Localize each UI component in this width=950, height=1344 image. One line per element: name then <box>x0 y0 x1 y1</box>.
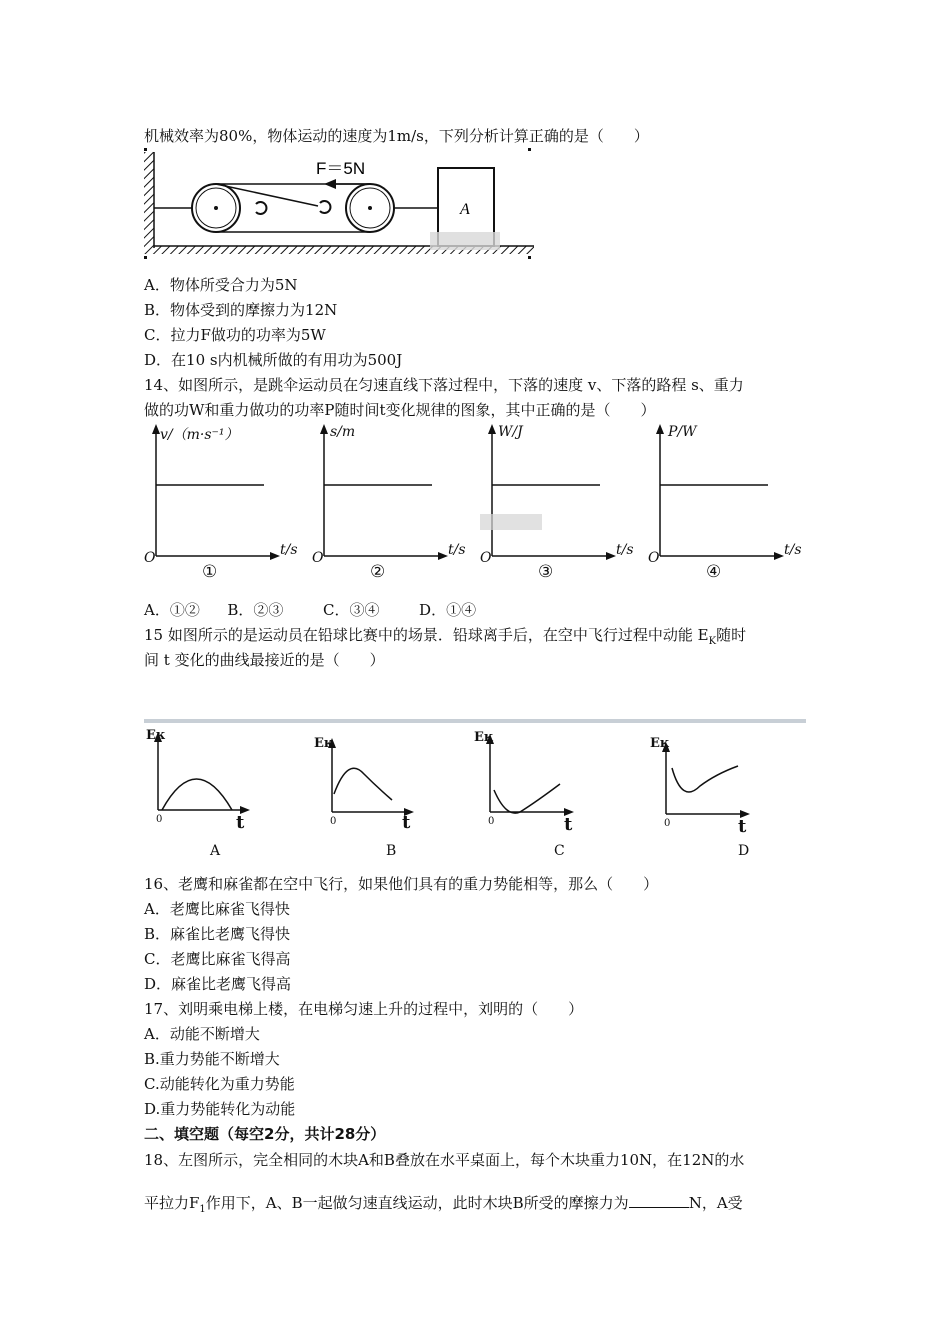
q15-line2: 间 t 变化的曲线最接近的是（ ） <box>144 651 385 669</box>
q15-graph-d <box>648 728 768 858</box>
q14-graph-4-xlabel: t/s <box>784 542 802 558</box>
q18-line1: 18、左图所示，完全相同的木块A和B叠放在水平桌面上，每个木块重力10N，在12N的水 <box>144 1151 745 1169</box>
q15-graph-b <box>312 728 432 858</box>
q16-option-d: D．麻雀比老鹰飞得高 <box>144 975 292 993</box>
q18-answer-blank[interactable] <box>629 1193 689 1208</box>
q13-option-c: C．拉力F做功的功率为5W <box>144 326 326 344</box>
q14-option-a: A．①② <box>144 601 200 619</box>
q15-graph-c-ylabel: Eĸ <box>474 730 493 745</box>
q15-graph-c-origin: 0 <box>488 816 495 827</box>
q14-graph-3-number: ③ <box>538 562 554 582</box>
q15-graph-d-origin: 0 <box>664 818 671 829</box>
q17-option-b: B.重力势能不断增大 <box>144 1050 280 1068</box>
q15-line1 <box>144 625 746 652</box>
q15-graph-d-ylabel: Eĸ <box>650 736 669 751</box>
q15-graph-b-ylabel: Eĸ <box>314 736 333 751</box>
q15-divider <box>144 719 806 723</box>
q14-graph-2-ylabel: s/m <box>330 424 356 440</box>
q14-graph-2-origin: O <box>312 550 324 566</box>
q13-option-a: A．物体所受合力为5N <box>144 276 298 294</box>
q15-graph-c <box>472 728 592 858</box>
q18-line2-b: 作用下，A、B一起做匀速直线运动，此时木块B所受的摩擦力为 <box>205 1194 629 1212</box>
q14-option-c: C．③④ <box>323 601 380 619</box>
q16-stem: 16、老鹰和麻雀都在空中飞行，如果他们具有的重力势能相等，那么（ ） <box>144 875 659 893</box>
q14-options <box>144 600 476 620</box>
q14-graph-2-number: ② <box>370 562 386 582</box>
q17-option-a: A．动能不断增大 <box>144 1025 260 1043</box>
q14-graph-4 <box>648 422 808 582</box>
q13-block-label: A <box>460 201 470 218</box>
q15-graph-d-name: D <box>738 843 750 859</box>
q13-option-b: B．物体受到的摩擦力为12N <box>144 301 338 319</box>
q15-graph-d-xlabel: t <box>738 816 747 837</box>
q15-graph-a-origin: 0 <box>156 814 163 825</box>
q14-graph-1 <box>144 422 304 582</box>
q14-line2: 做的功W和重力做功的功率P随时间t变化规律的图象，其中正确的是（ ） <box>144 401 656 419</box>
q14-option-b: B．②③ <box>227 601 284 619</box>
q15-line1-tail: 随时 <box>716 626 747 644</box>
q14-graph-3-xlabel: t/s <box>616 542 634 558</box>
q16-option-b: B．麻雀比老鹰飞得快 <box>144 925 291 943</box>
q14-graph-1-number: ① <box>202 562 218 582</box>
q14-graph-1-ylabel: v/（m·s⁻¹） <box>160 427 239 443</box>
q15-subscript: K <box>708 636 717 647</box>
q15-graph-a-xlabel: t <box>236 812 245 833</box>
q14-graph-4-ylabel: P/W <box>668 424 697 440</box>
q15-graph-a-ylabel: Eĸ <box>146 728 165 743</box>
q15-graph-b-origin: 0 <box>330 816 337 827</box>
q13-pulley-figure <box>140 148 540 263</box>
q14-graph-3-origin: O <box>480 550 492 566</box>
q15-graph-a <box>144 728 264 858</box>
q17-option-c: C.动能转化为重力势能 <box>144 1075 295 1093</box>
q14-option-d: D．①④ <box>419 601 477 619</box>
q18-line2 <box>144 1193 743 1220</box>
q16-option-c: C．老鹰比麻雀飞得高 <box>144 950 291 968</box>
q14-graph-4-number: ④ <box>706 562 722 582</box>
q15-graph-a-name: A <box>210 843 221 859</box>
q15-graph-b-xlabel: t <box>402 812 411 833</box>
q14-graph-2-xlabel: t/s <box>448 542 466 558</box>
q17-option-d: D.重力势能转化为动能 <box>144 1100 296 1118</box>
q14-graph-2 <box>312 422 472 582</box>
q14-line1: 14、如图所示，是跳伞运动员在匀速直线下落过程中，下落的速度 v、下落的路程 s、重力 <box>144 376 744 394</box>
q18-subscript: 1 <box>199 1204 206 1215</box>
q18-line2-a: 平拉力F <box>144 1194 200 1212</box>
q14-graph-3-ylabel: W/J <box>498 424 523 440</box>
section-2-title: 二、填空题（每空2分，共计28分） <box>144 1125 386 1143</box>
q13-force-label: F＝5N <box>316 159 366 178</box>
q13-option-d: D．在10 s内机械所做的有用功为500J <box>144 351 403 369</box>
q14-graph-1-origin: O <box>144 550 156 566</box>
q15-graph-b-name: B <box>386 843 397 859</box>
q18-line2-c: N，A受 <box>688 1194 743 1212</box>
q14-graph-1-xlabel: t/s <box>280 542 298 558</box>
q13-intro: 机械效率为80%，物体运动的速度为1m/s，下列分析计算正确的是（ ） <box>144 127 649 145</box>
q16-option-a: A．老鹰比麻雀飞得快 <box>144 900 290 918</box>
q14-graph-4-origin: O <box>648 550 660 566</box>
q14-graph-3 <box>480 422 640 582</box>
q17-stem: 17、刘明乘电梯上楼，在电梯匀速上升的过程中，刘明的（ ） <box>144 1000 584 1018</box>
q15-line1-text: 15 如图所示的是运动员在铅球比赛中的场景．铅球离手后，在空中飞行过程中动能 E <box>144 626 709 644</box>
q15-graph-c-name: C <box>554 843 565 859</box>
q15-graph-c-xlabel: t <box>564 814 573 835</box>
